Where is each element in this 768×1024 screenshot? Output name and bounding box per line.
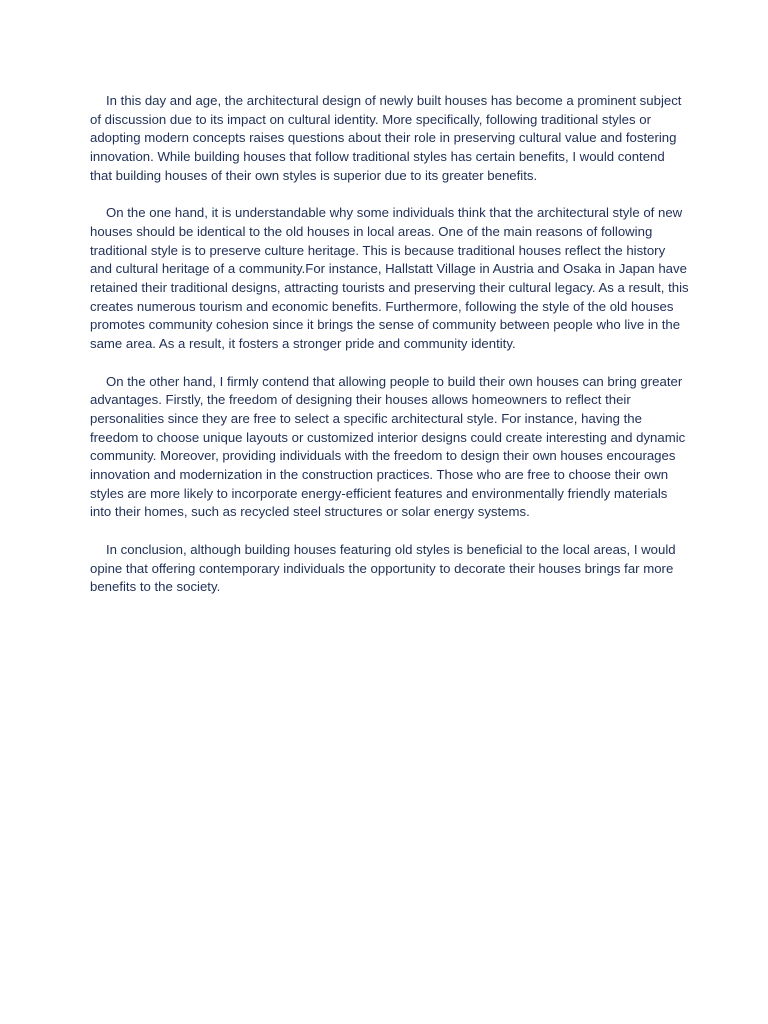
paragraph-body-own-style: On the other hand, I firmly contend that allowing people to build their own houses can bring greater advantages. Firstly, the freedom of designing their houses allows homeowners to reflect their personalities since they are free to select a specific architectural style. For instance, having the freedom to choose unique layouts or customized interior designs could create interesting and dynamic community. Moreover, providing individuals with the freedom to design their own houses encourages innovation and modernization in the construction practices. Those who are free to choose their own styles are more likely to incorporate energy-efficient features and environmentally friendly materials into their homes, such as recycled steel structures or solar energy systems. [90,373,686,520]
paragraph-conclusion: In conclusion, although building houses featuring old styles is beneficial to the local areas, I would opine that offering contemporary individuals the opportunity to decorate their houses brings far more benefits to the society. [90,541,676,595]
essay-body [90,92,690,616]
paragraph-body-traditional: On the one hand, it is understandable why some individuals think that the architectural style of new houses should be identical to the old houses in local areas. One of the main reasons of following traditional style is to preserve culture heritage. This is because traditional houses reflect the history and cultural heritage of a community.For instance, Hallstatt Village in Austria and Osaka in Japan have retained their traditional designs, attracting tourists and preserving their cultural legacy. As a result, this creates numerous tourism and economic benefits. Furthermore, following the style of the old houses promotes community cohesion since it brings the sense of community between people who live in the same area. As a result, it fosters a stronger pride and community identity. [90,205,689,352]
paragraph-introduction: In this day and age, the architectural design of newly built houses has become a prominent subject of discussion due to its impact on cultural identity. More specifically, following traditional styles or adopting modern concepts raises questions about their role in preserving cultural value and fostering innovation. While building houses that follow traditional styles has certain benefits, I would contend that building houses of their own styles is superior due to its greater benefits. [90,93,682,183]
